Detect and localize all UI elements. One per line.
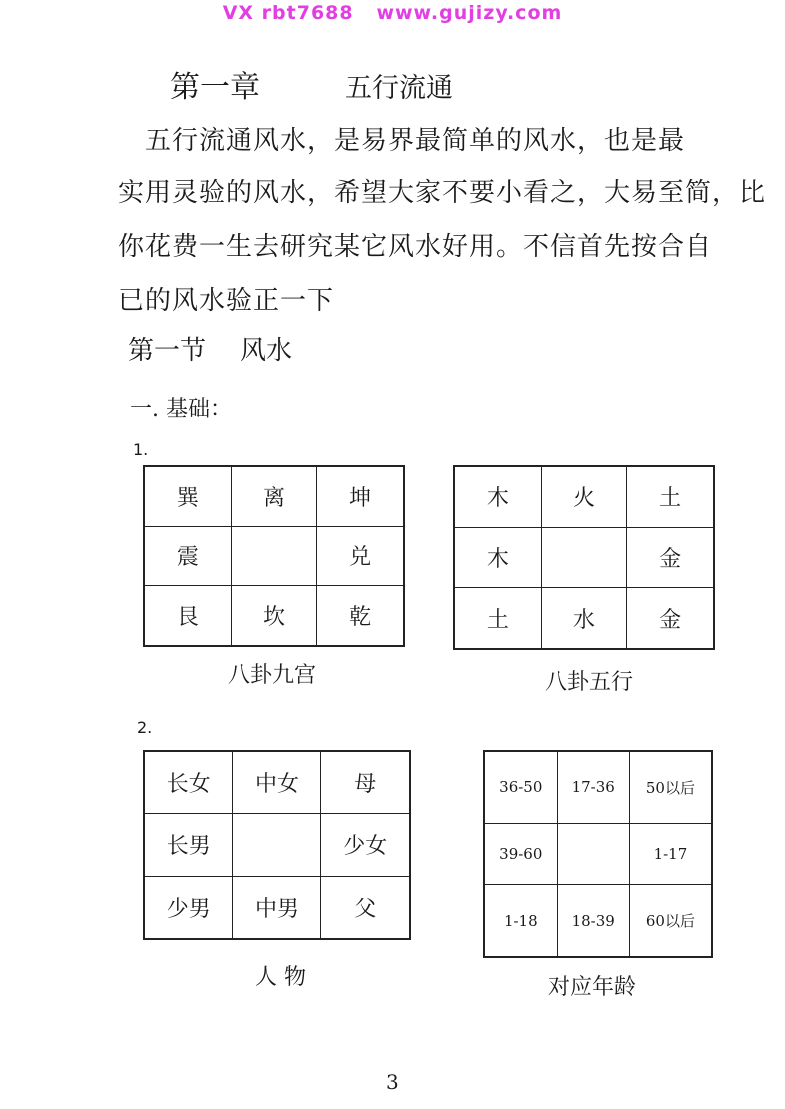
chapter-title: 五行流通 [345,73,453,104]
paragraph-line-4: 已的风水验正一下 [118,286,335,316]
table-row [454,466,714,527]
bagua-five-elements-table [453,465,715,650]
table-cell [233,814,321,876]
table-caption-bagua-nine-palaces: 八卦九宫 [228,663,317,688]
table-cell: 50以后 [629,751,712,823]
table-row [454,527,714,587]
table-cell: 水 [541,588,626,649]
table-row [484,751,712,823]
table-row [484,823,712,884]
table-row [144,876,410,939]
section-label: 第一节 [128,336,207,366]
table-cell: 土 [454,588,541,649]
part-number-1: 1. [133,440,149,459]
table-cell: 39-60 [484,823,557,884]
paragraph-line-2: 实用灵验的风水，希望大家不要小看之，大易至简，比 [118,178,767,208]
table-cell: 金 [627,588,714,649]
table-cell: 母 [321,751,410,814]
table-cell: 中女 [233,751,321,814]
table-row [484,885,712,957]
table-cell: 火 [541,466,626,527]
bagua-nine-palaces-table [143,465,405,647]
table-cell: 少女 [321,814,410,876]
table-cell: 土 [627,466,714,527]
table-cell: 17-36 [557,751,629,823]
table-cell: 艮 [144,586,231,646]
table-caption-bagua-five-elements: 八卦五行 [545,670,634,695]
table-cell [557,823,629,884]
table-cell [231,526,316,585]
table-cell: 木 [454,527,541,587]
table-cell: 60以后 [629,885,712,957]
part-number-2: 2. [137,718,153,737]
table-cell: 1-18 [484,885,557,957]
table-cell: 坎 [231,586,316,646]
chapter-label: 第一章 [170,70,260,105]
page-number: 3 [386,1070,399,1094]
table-cell [541,527,626,587]
table-cell: 1-17 [629,823,712,884]
table-row [454,588,714,649]
table-cell: 坤 [317,466,404,526]
table-cell: 兑 [317,526,404,585]
table-caption-family-members: 人 物 [255,965,306,990]
table-cell: 18-39 [557,885,629,957]
table-cell: 长男 [144,814,233,876]
table-cell: 长女 [144,751,233,814]
table-cell: 中男 [233,876,321,939]
subsection-heading: 一. 基础： [130,397,232,422]
table-row [144,466,404,526]
table-cell: 离 [231,466,316,526]
table-cell: 木 [454,466,541,527]
table-row [144,814,410,876]
table-cell: 36-50 [484,751,557,823]
table-row [144,751,410,814]
section-title: 风水 [240,336,293,366]
table-cell: 金 [627,527,714,587]
watermark: VX rbt7688 www.gujizy.com [222,2,563,24]
table-cell: 乾 [317,586,404,646]
table-cell: 巽 [144,466,231,526]
age-ranges-table [483,750,713,958]
table-cell: 少男 [144,876,233,939]
table-caption-age-ranges: 对应年龄 [548,975,637,1000]
table-row [144,526,404,585]
table-cell: 震 [144,526,231,585]
paragraph-line-1: 五行流通风水，是易界最简单的风水，也是最 [145,126,686,156]
table-cell: 父 [321,876,410,939]
family-members-table [143,750,411,940]
table-row [144,586,404,646]
paragraph-line-3: 你花费一生去研究某它风水好用。不信首先按合自 [118,232,713,262]
